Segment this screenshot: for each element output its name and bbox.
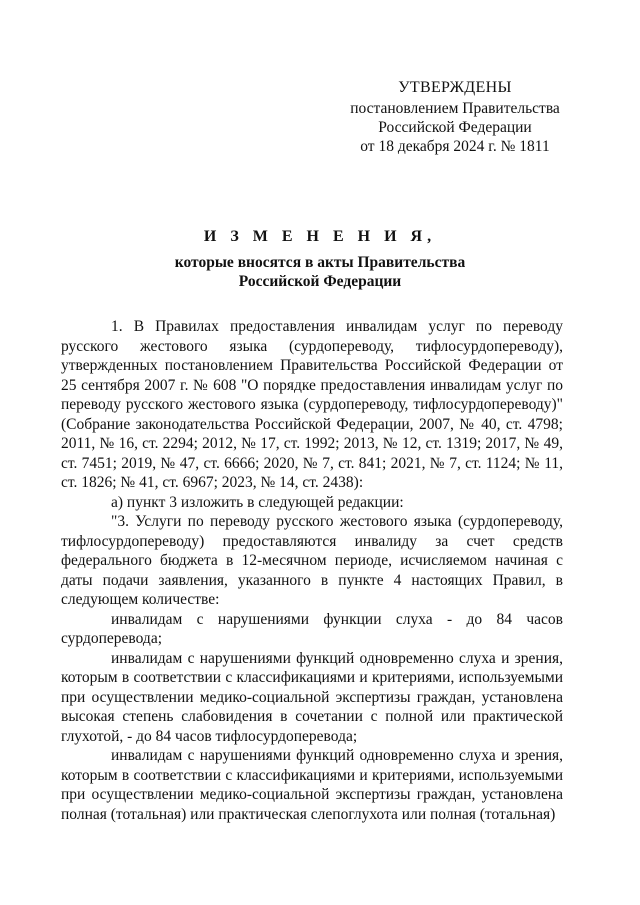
paragraph-5: инвалидам с нарушениями функций одновременно слуха и зрения, которым в соответствии с классификациями и критериями, используемыми при осуществлении медико-социальной экспертизы граждан, установлена высокая степень слабовидения в сочетании с полной или практической глухотой, - до 84 часов тифлосурдоперевода; bbox=[61, 649, 563, 745]
title-subtitle-line-2: Российской Федерации bbox=[238, 273, 402, 290]
paragraph-3: "3. Услуги по переводу русского жестового языка (сурдопереводу, тифлосурдопереводу) предоставляются инвалиду за счет средств федерального бюджета в 12-месячном периоде, исчисляемом начиная с даты подачи заявления, указанного в пункте 4 настоящих Правил, в следующем количестве: bbox=[61, 513, 563, 608]
approval-line-1: постановлением Правительства bbox=[350, 100, 560, 117]
document-body bbox=[61, 317, 563, 824]
paragraph-1: 1. В Правилах предоставления инвалидам услуг по переводу русского жестового языка (сурдопереводу, тифлосурдопереводу), утвержденных постановлением Правительства Российской Федерации от 25 сентября 2007 г. № 608 "О порядке предоставления инвалидам услуг по переводу русского жестового языка (сурдопереводу, тифлосурдопереводу)" (Собрание законодательства Российской Федерации, 2007, № 40, ст. 4798; 2011, № 16, ст. 2294; 2012, № 17, ст. 1992; 2013, № 12, ст. 1319; 2017, № 49, ст. 7451; 2019, № 47, ст. 6666; 2020, № 7, ст. 841; 2021, № 7, ст. 1124; № 11, ст. 1826; № 41, ст. 6967; 2023, № 14, ст. 2438): bbox=[61, 318, 563, 491]
paragraph-4: инвалидам с нарушениями функции слуха - до 84 часов сурдоперевода; bbox=[61, 610, 563, 647]
approval-line-2: Российской Федерации bbox=[378, 119, 532, 136]
title-subtitle-line-1: которые вносятся в акты Правительства bbox=[174, 254, 466, 271]
title-main: И З М Е Н Е Н И Я, bbox=[203, 228, 437, 245]
approval-heading: УТВЕРЖДЕНЫ bbox=[398, 79, 512, 96]
paragraph-6: инвалидам с нарушениями функций одновременно слуха и зрения, которым в соответствии с классификациями и критериями, используемыми при осуществлении медико-социальной экспертизы граждан, установлена полная (тотальная) или практическая слепоглухота или полная (тотальная) bbox=[61, 747, 563, 823]
paragraph-2: а) пункт 3 изложить в следующей редакции: bbox=[111, 493, 404, 511]
approval-stamp bbox=[330, 78, 580, 156]
approval-line-3: от 18 декабря 2024 г. № 1811 bbox=[360, 138, 550, 155]
title-subtitle bbox=[60, 253, 580, 291]
document-title bbox=[60, 226, 580, 291]
